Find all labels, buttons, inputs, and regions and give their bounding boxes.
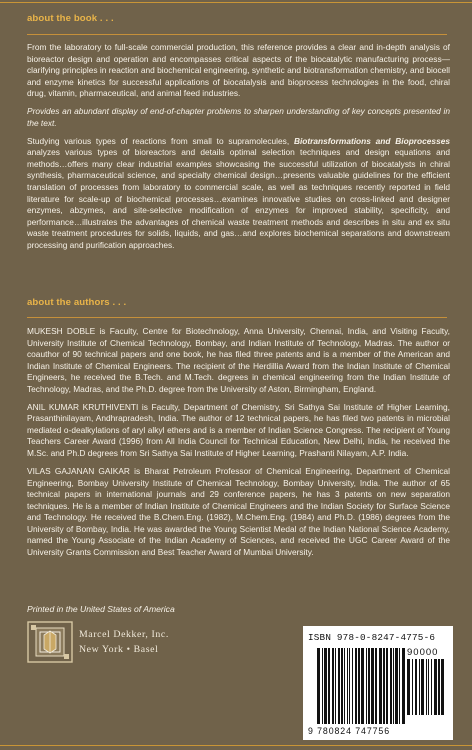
addon-barcode-icon <box>407 659 447 717</box>
bottom-border-line <box>0 745 472 746</box>
barcode-icon <box>317 648 405 728</box>
isbn-label: ISBN 978-0-8247-4775-6 <box>308 632 436 643</box>
about-book-text <box>27 42 450 258</box>
paragraph-lead: Studying various types of reactions from small to supramolecules, <box>27 135 294 146</box>
publisher-name: Marcel Dekker, Inc. <box>79 629 169 640</box>
barcode-digits: 9 780824 747756 <box>308 726 390 736</box>
about-book-heading: about the book . . . <box>27 13 114 24</box>
section-rule <box>27 317 447 318</box>
book-paragraph: From the laboratory to full-scale commercial production, this reference provides a clear and in-depth analysis of bioreactor design and operation and encompasses critical aspects of the biocatalytic manufacturing process—clarifying principles in reaction and biochemical engineering, synthetic and biotransformation chemistry, and biocell and enzyme kinetics for successful applications of biocatalysis and bioprocess technologies in the food, chiral drug, vitamin, pharmaceutical, and animal feed industries. <box>27 42 450 99</box>
top-border-line <box>0 2 472 3</box>
barcode-panel <box>303 626 453 740</box>
printed-note: Printed in the United States of America <box>27 604 175 614</box>
about-authors-heading: about the authors . . . <box>27 297 127 308</box>
book-paragraph <box>27 136 450 251</box>
publisher-logo <box>27 621 203 665</box>
price-code: 90000 <box>407 647 439 658</box>
author-bio: MUKESH DOBLE is Faculty, Centre for Biotechnology, Anna University, Chennai, India, and Visiting Faculty, University Institute of Chemical Technology, Bombay, and Indian Institute of Technology, Madras. The author or coauthor of 90 technical papers and one book, he has filed three patents and is a member of the American and Indian Institute of Chemical Engineers. The recipient of the Herdillia Award from the Indian Institute of Chemical Engineers, he received the B.Tech. and M.Tech. degrees in chemical engineering from the Indian Institute of Technology, Madras, and the Ph.D. degree from the University of Aston, Birmingham, England. <box>27 326 450 394</box>
section-rule <box>27 34 447 35</box>
author-bio: ANIL KUMAR KRUTHIVENTI is Faculty, Department of Chemistry, Sri Sathya Sai Institute of Higher Learning, Prasanthinilayam, Andhrapradesh, India. The author of 12 technical papers, he has filed two patents in microbial mediated o-dealkylations of aryl alkyl ethers and is a member of Indian Science Congress. The recipient of Young Teachers Career Award (1996) from All India Council for Technical Education, New Delhi, India, he received the M.Sc. and Ph.D degrees from Sri Sathya Sai Institute of Higher Learning, Prashanti Nilayam, A.P. India. <box>27 401 450 458</box>
book-paragraph-italic: Provides an abundant display of end-of-chapter problems to sharpen understanding of key concepts presented in the text. <box>27 106 450 128</box>
paragraph-rest: analyzes various types of bioreactors and details optimal selection techniques and design equations and methods…offers many clear industrial examples showcasing the successful utilization of biocatalysts in chiral synthesis, pharmaceutical science, and specialty chemical design…presents valuable guidelines for the efficient translation of processes from laboratory to commercial scale, as well as techniques recently reported in field literature for scale-up of biochemical processes…examines innovative studies on cross-linked and designer enzymes, abzymes, and site-selective modification of enzymes for improved stability, specificity, and performance…illustrates the advantages of chemical waste treatment methods and describes in situ and ex situ waste treatment procedures for solids, liquids, and gas…and explores biochemical separations and downstream processing and purification approaches. <box>27 147 450 250</box>
about-authors-text <box>27 326 450 565</box>
publisher-emblem-icon <box>27 621 73 663</box>
publisher-city: New York • Basel <box>79 644 159 655</box>
author-bio: VILAS GAJANAN GAIKAR is Bharat Petroleum Professor of Chemical Engineering, Department of Chemical Engineering, Bombay University Institute of Chemical Technology, Bombay University, India. The author of 65 technical papers in international journals and 29 conference papers, he has 3 patents on new separation techniques. He is a member of Indian Institute of Chemical Engineers and the Indian Society for Surface Science and Technology. He received the B.Chem.Eng. (1982), M.Chem.Eng. (1984) and Ph.D. (1986) degrees from the University of Bombay, India. He was awarded the Young Scientist Medal of the Indian National Science Academy, named the Young Associate of the Indian Academy of Sciences, and received the UGC Career Award of the University Grants Commission and Best Teacher Award of Mumbai University. <box>27 466 450 557</box>
book-title: Biotransformations and Bioprocesses <box>293 135 450 146</box>
